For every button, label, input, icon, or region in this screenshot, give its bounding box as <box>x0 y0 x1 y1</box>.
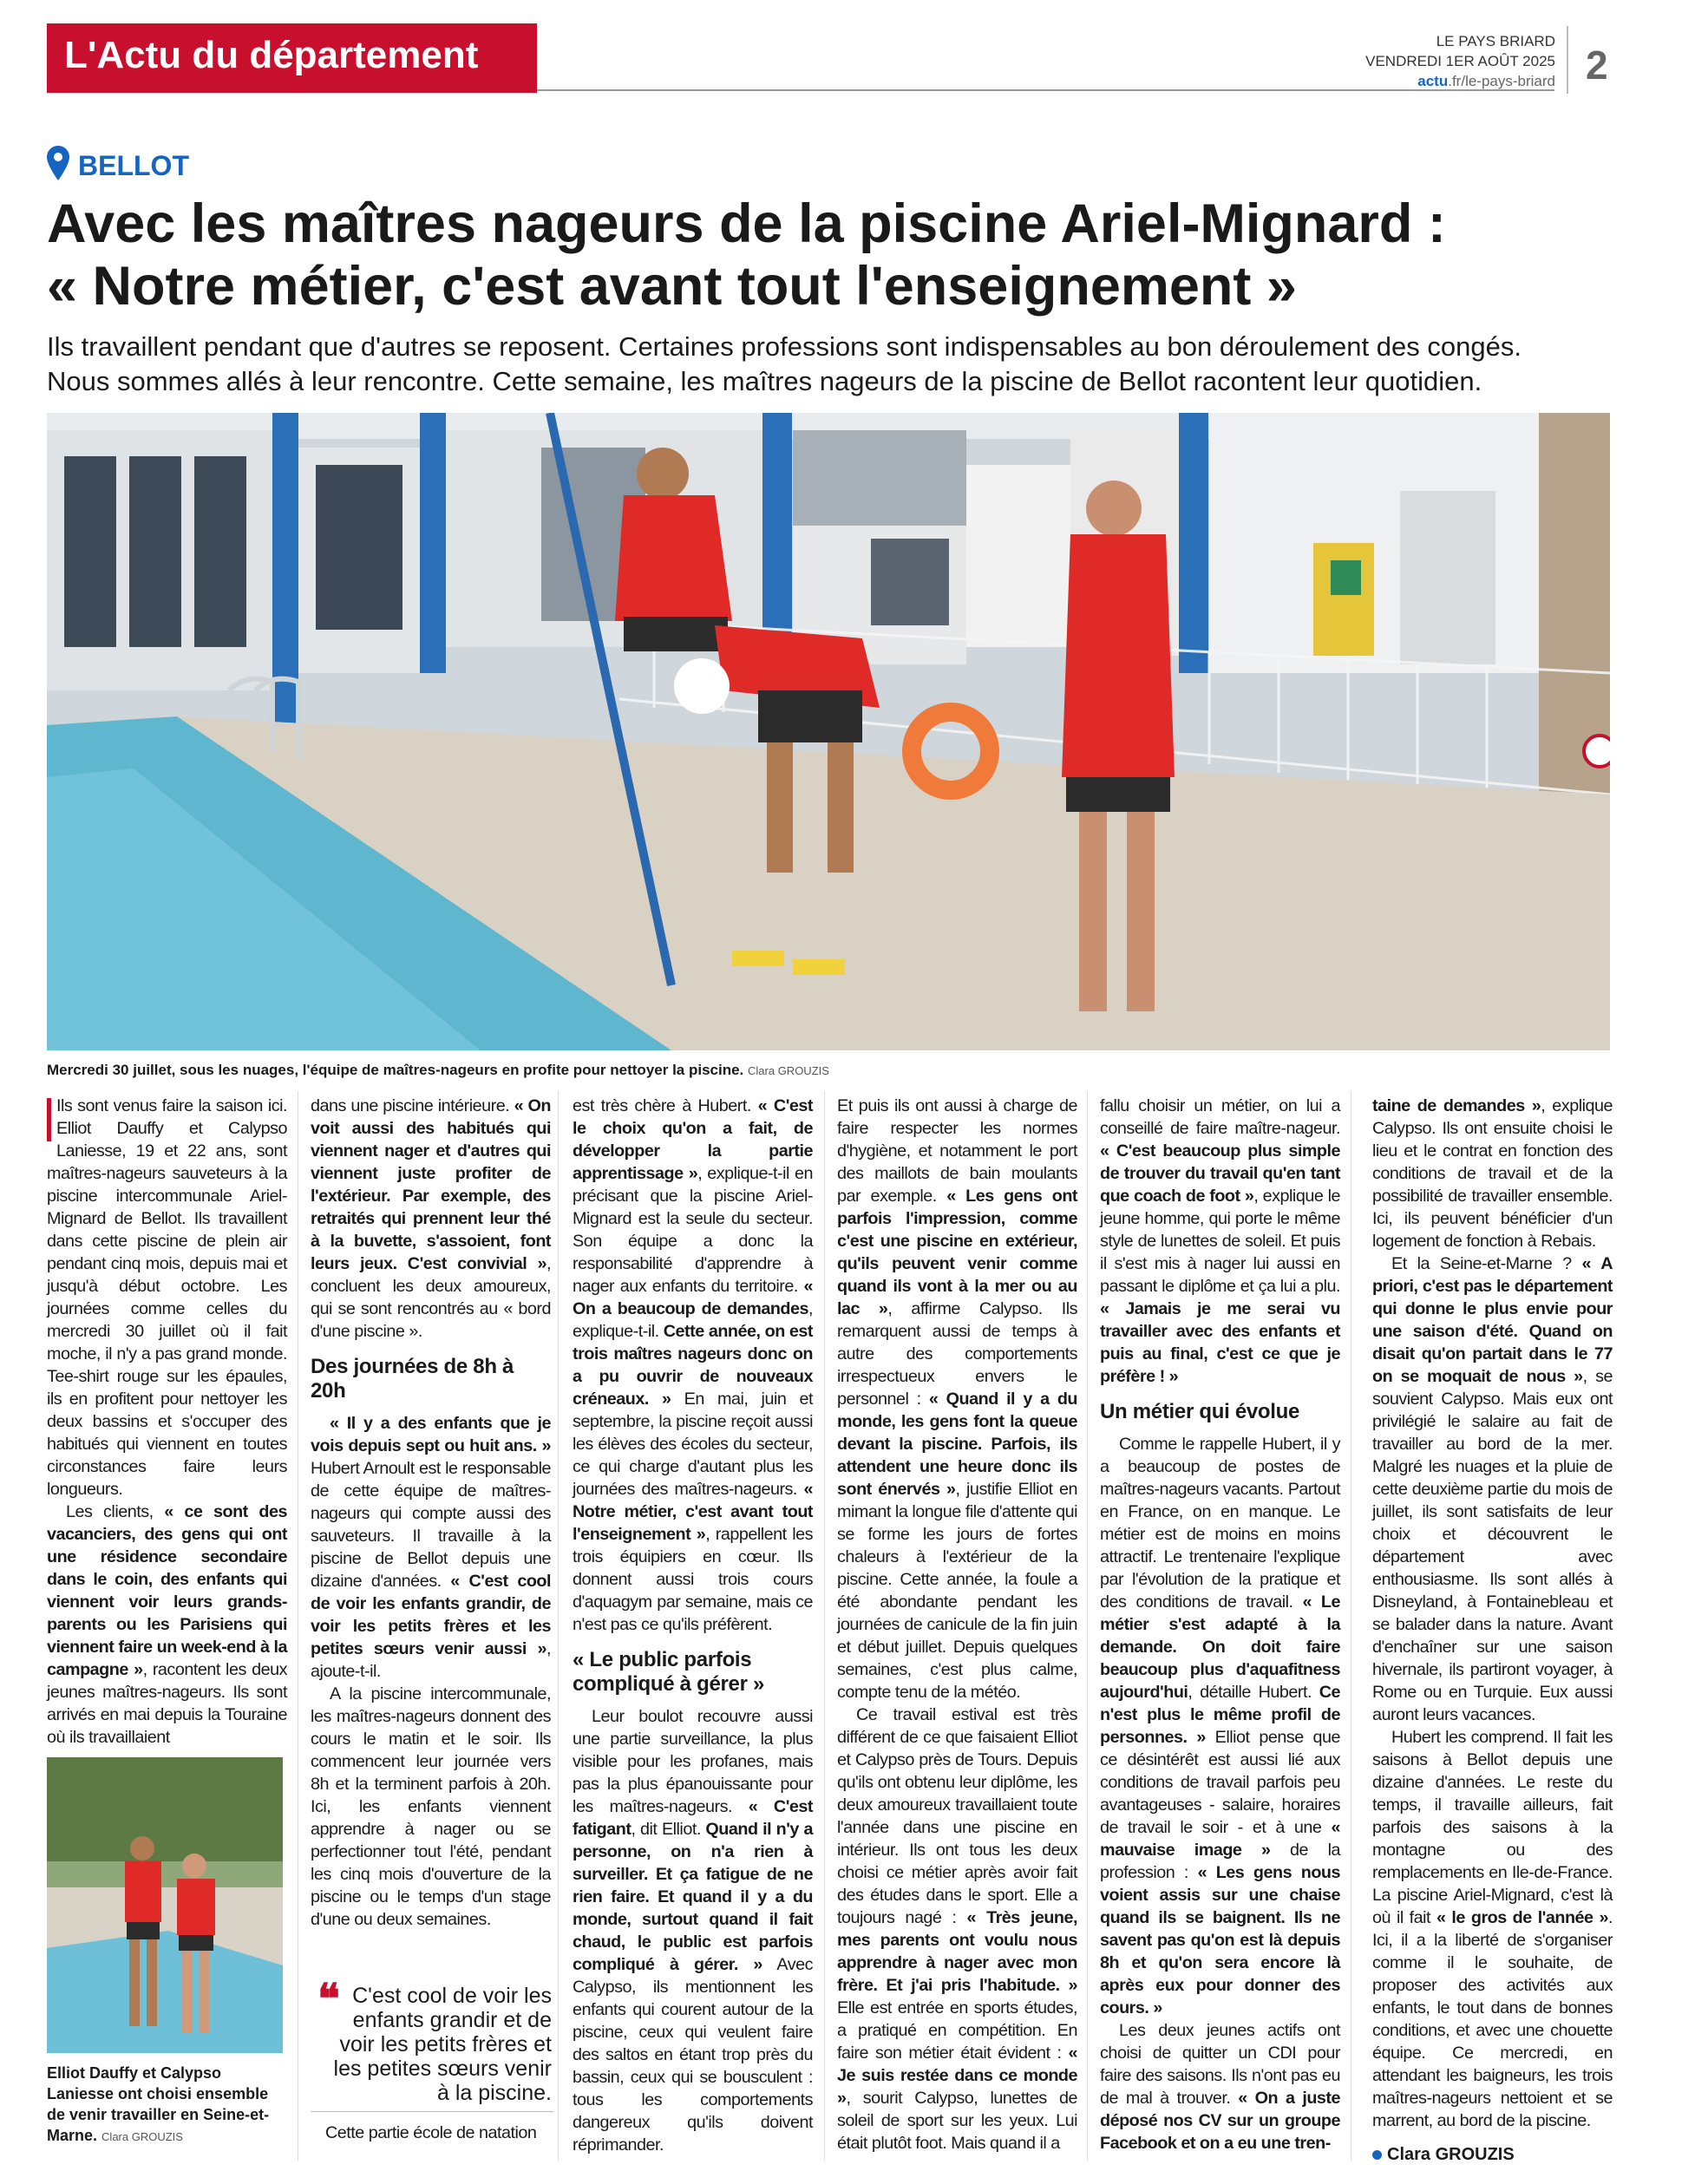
paragraph: Cette partie école de natation <box>325 2123 537 2142</box>
paragraph-text: est très chère à Hubert. <box>573 1096 758 1115</box>
article-column-4 <box>837 1095 1077 2161</box>
quote-text: « Très jeune, mes parents ont voulu nous apprendre à nager avec mon frère. Et j'ai pris l'habitude. » <box>837 1908 1077 1995</box>
quote-text: « C'est le choix qu'on a fait, de développer la partie apprentissage » <box>573 1096 814 1183</box>
paragraph-text: , sourit Calypso, lunettes de soleil de sport sur les yeux. Lui était plutôt foot. Mais quand il a <box>837 2089 1077 2153</box>
paragraph <box>47 1095 287 1501</box>
headline <box>47 193 1556 317</box>
author-byline <box>1372 2145 1515 2165</box>
quote-text: Cette année, on est trois maîtres nageurs donc on a pu ouvrir de nouveaux créneaux. » <box>573 1322 814 1409</box>
paragraph <box>837 1703 1077 2155</box>
paragraph-text: , explique Calypso. Ils ont ensuite choisi le lieu et le contrat en fonction des conditions de travail et de la possibilité de travailler ensemble. Ici, ils peuvent bénéficier d'un logement de fonction à Rebais. <box>1372 1096 1613 1251</box>
pull-quote-rule <box>311 2111 553 2112</box>
paragraph-text: , détaille Hubert. <box>1188 1683 1319 1702</box>
paragraph-text: Avec Calypso, ils mentionnent les enfants qui courent autour de la piscine, ceux qui veulent faire des saltos en étant trop près du bassin, ceux qui se bousculent : tous les comportements dangereux qu'ils doivent réprimander. <box>573 1955 813 2155</box>
lead-marker <box>47 1098 51 1141</box>
article-column-2-tail <box>325 2122 566 2144</box>
website-link[interactable] <box>1365 71 1555 91</box>
quote-text: « Je suis restée dans ce monde » <box>837 2043 1077 2108</box>
paragraph-text: , racontent les deux jeunes maîtres-nageurs. Ils sont arrivés en mai depuis la Touraine où ils travaillaient <box>47 1660 287 1747</box>
paragraph-text: , explique le jeune homme, qui porte le même style de lunettes de soleil. Et puis il s'est mis à nager lui aussi en passant le diplôme et ça lui a plu. <box>1100 1187 1341 1296</box>
paragraph-text: , explique-t-il. <box>573 1299 813 1341</box>
photo-caption-text: Mercredi 30 juillet, sous les nuages, l'équipe de maîtres-nageurs en profite pour nettoyer la piscine. <box>47 1062 744 1078</box>
paragraph-text: Et la Seine-et-Marne ? <box>1391 1254 1582 1273</box>
quote-text: « ce sont des vacanciers, des gens qui ont une résidence secondaire dans le coin, des enfants qui viennent voir leurs grands-parents ou les Parisiens qui viennent faire un week-end à la campagne » <box>47 1502 287 1679</box>
paragraph-text: , explique-t-il en précisant que la piscine Ariel-Mignard est la seule du secteur. Son équipe a donc la responsabilité d'apprendre à nager aux enfants du territoire. <box>573 1164 813 1296</box>
article-column-2 <box>311 1095 551 1971</box>
website-path: .fr/le-pays-briard <box>1448 73 1555 89</box>
quote-text: « Le métier s'est adapté à la demande. On doit faire beaucoup plus d'aquafitness aujourd'hui <box>1100 1592 1340 1702</box>
page-number: 2 <box>1586 43 1608 88</box>
paragraph <box>837 1095 1077 1703</box>
headline-line-2: « Notre métier, c'est avant tout l'enseignement » <box>47 256 1297 317</box>
location-pin-icon <box>47 146 69 180</box>
paragraph-text: Ce travail estival est très différent de ce que faisaient Elliot et Calypso près de Tours. Depuis qu'ils ont obtenu leur diplôme, les deux amoureux travaillaient toute l'année dans une piscine en intérieur. Ils ont tous les deux choisi ce métier après avoir fait des études dans le sport. Elle a toujours nagé : <box>837 1705 1077 1927</box>
quote-text: taine de demandes » <box>1372 1096 1541 1115</box>
newspaper-name: LE PAYS BRIARD <box>1436 33 1555 49</box>
quote-text: « On a beaucoup de demandes <box>573 1277 813 1318</box>
standfirst-line-2: Nous sommes allés à leur rencontre. Cette semaine, les maîtres nageurs de la piscine de Bellot racontent leur quotidien. <box>47 366 1482 396</box>
paragraph-text: , justifie Elliot en mimant la longue file d'attente qui se forme les jours de fortes chaleurs à l'extérieur de la piscine. Cette année, la foule a été abondante pendant les journées de canicule de la fin juin et début juillet. Depuis quelques semaines, c'est plus calme, compte tenu de la météo. <box>837 1480 1077 1702</box>
pull-quote <box>311 1975 552 2110</box>
header-divider <box>1567 26 1568 94</box>
article-column-5 <box>1100 1095 1340 2161</box>
quote-text: « On a juste déposé nos CV sur un groupe Facebook et on a eu une tren- <box>1100 2089 1340 2153</box>
subheading: Des journées de 8h à 20h <box>311 1355 514 1403</box>
paragraph-text: Hubert Arnoult est le responsable de cette équipe de maîtres-nageurs qui compte aussi des sauveteurs. Il travaille à la piscine de Bellot depuis une dizaine d'années. <box>311 1459 551 1591</box>
paragraph-text: Elle est entrée en sports études, a pratiqué en compétition. En faire son métier était évident : <box>837 1998 1077 2063</box>
paragraph-text: dans une piscine intérieure. <box>311 1096 514 1115</box>
photo-credit: Clara GROUZIS <box>748 1064 829 1077</box>
paragraph-text: , ajoute-t-il. <box>311 1639 551 1681</box>
paragraph-text: Leur boulot recouvre aussi une partie surveillance, la plus visible pour les profanes, mais pas la plus épanouissante pour les maîtres-nageurs. <box>573 1707 813 1816</box>
paragraph-text: , dit Elliot. <box>631 1820 706 1839</box>
paragraph-text: Hubert les comprend. Il fait les saisons à Bellot depuis une dizaine d'années. Le reste du temps, il travaille ailleurs, fait parfois des saisons à la montagne ou des remplacements en Ile-de-France. La piscine Ariel-Mignard, c'est là où il fait <box>1372 1728 1613 1927</box>
subheading: « Le public parfois compliqué à gérer » <box>573 1648 765 1696</box>
headline-line-1: Avec les maîtres nageurs de la piscine Ariel-Mignard : <box>47 193 1446 254</box>
paragraph <box>311 1412 551 1683</box>
paragraph-text: En mai, juin et septembre, la piscine reçoit aussi les élèves des écoles du secteur, ce qui charge d'autant plus les journées des maîtres-nageurs. <box>573 1390 813 1499</box>
article-column-1 <box>47 1095 287 1747</box>
quote-text: « Notre métier, c'est avant tout l'enseignement » <box>573 1480 813 1544</box>
paragraph-text: Comme le rappelle Hubert, il y a beaucoup de postes de maîtres-nageurs vacants. <box>1100 1435 1340 1499</box>
subheading: Un métier qui évolue <box>1100 1400 1300 1423</box>
paragraph-text: Partout en France, on en manque. Le métier est de moins en moins attractif. <box>1100 1480 1340 1566</box>
paragraph <box>573 1705 813 2156</box>
quote-text: « C'est beaucoup plus simple de trouver du travail qu'en tant que coach de foot » <box>1100 1141 1340 1206</box>
website-brand: actu <box>1417 73 1449 89</box>
byline-dot-icon <box>1372 2150 1382 2160</box>
main-photo <box>47 413 1610 1050</box>
paragraph <box>573 1095 813 1636</box>
author-name: Clara GROUZIS <box>1387 2145 1515 2164</box>
paragraph <box>311 1095 551 1343</box>
quote-text: « Les gens nous voient assis sur une chaise quand ils se baignent. Ils ne savent pas qu'on est là depuis 8h et qu'on sera encore là après eux pour donner des cours. » <box>1100 1863 1340 2017</box>
quote-text: Quand il n'y a personne, on n'a rien à surveiller. Et ça fatigue de ne rien faire. Et quand il y a du monde, surtout quand il fait chaud, le public est parfois compliqué à gérer. » <box>573 1820 813 1974</box>
pull-quote-text: C'est cool de voir les enfants grandir et de voir les petits frères et les petites sœurs venir à la piscine. <box>333 1984 552 2105</box>
quote-text: « Quand il y a du monde, les gens font la queue devant la piscine. Parfois, ils attendent une heure donc ils sont énervés » <box>837 1390 1078 1499</box>
column-divider <box>558 1091 559 2161</box>
paragraph <box>1372 1095 1613 1252</box>
quote-text: « C'est cool de voir les enfants grandir, de voir les petits frères et les petites sœurs venir aussi » <box>311 1572 551 1658</box>
quote-text: « A priori, c'est pas le département qui donne le plus envie pour une saison d'été. Quand on disait qu'on partait dans le 77 on se moquait de nous » <box>1372 1254 1613 1386</box>
paragraph <box>1100 2019 1340 2155</box>
quote-text: « On voit aussi des habitués qui viennent nager et d'autres qui viennent juste profiter de l'extérieur. Par exemple, des retraités qui prennent leur thé à la buvette, s'assoient, font leurs jeux. C'est convivial » <box>311 1096 551 1273</box>
paragraph-text: Le trentenaire l'explique par l'évolution de la pratique et des conditions de travail. <box>1100 1547 1340 1612</box>
quote-text: « Les gens ont parfois l'impression, comme c'est une piscine en extérieur, qu'ils peuvent venir comme quand ils vont à la mer ou au lac » <box>837 1187 1077 1318</box>
paragraph-text: , rappellent les trois équipiers en cœur. Ils donnent aussi trois cours d'aquagym par semaine, mais ce n'est pas ce qu'ils préfèrent. <box>573 1525 814 1634</box>
inset-caption-text: Elliot Dauffy et Calypso Laniesse ont choisi ensemble de venir travailler en Seine-et-Marne. <box>47 2064 270 2144</box>
paragraph-text: Les clients, <box>66 1502 165 1521</box>
paragraph-text: Et puis ils ont aussi à charge de faire respecter les normes d'hygiène, et notamment le port des maillots de bain moulants par exemple. <box>837 1096 1077 1206</box>
paragraph-text: Ils sont venus faire la saison ici. Elliot Dauffy et Calypso Laniesse, 19 et 22 ans, sont maîtres-nageurs sauveteurs à la piscine intercommunale Ariel-Mignard de Bellot. Ils travaillent dans cette piscine de plein air pendant cinq mois, depuis mai et jusqu'à début octobre. Les journées comme celles du mercredi 30 juillet où il fait moche, il n'y a pas grand monde. Tee-shirt rouge sur les épaules, ils en profitent pour nettoyer les deux bassins et s'occuper des habitués qui viennent en toutes circonstances faire leurs longueurs. <box>47 1096 287 1499</box>
inset-caption <box>47 2063 288 2148</box>
section-title: L'Actu du département <box>64 34 479 76</box>
paragraph-text: fallu choisir un métier, on lui a conseillé de faire maître-nageur. <box>1100 1096 1340 1138</box>
header-meta <box>1365 31 1555 91</box>
quote-text: « C'est fatigant <box>573 1797 813 1839</box>
quote-text: « le gros de l'année » <box>1436 1908 1608 1927</box>
paragraph-text: de la profession : <box>1100 1841 1340 1882</box>
paragraph-text: Les deux jeunes actifs ont choisi de quitter un CDI pour faire des saisons. Ils n'ont pas eu de mal à trouver. <box>1100 2021 1340 2108</box>
inset-credit: Clara GROUZIS <box>101 2130 183 2143</box>
location-name: BELLOT <box>78 150 189 181</box>
paragraph <box>1100 1433 1340 2019</box>
quote-text: « Il y a des enfants que je vois depuis sept ou huit ans. » <box>311 1414 551 1455</box>
paragraph <box>1372 1726 1613 2132</box>
article-column-6 <box>1372 1095 1613 2135</box>
inset-photo-illustration <box>47 1757 283 2053</box>
article-column-3 <box>573 1095 813 2161</box>
paragraph: A la piscine intercommunale, les maîtres-nageurs donnent des cours le matin et le soir. Ils commencent leur journée vers 8h et la terminent parfois à 20h. Ici, les enfants viennent apprendre à nager ou se perfectionner tout l'été, pendant les cinq mois d'ouverture de la piscine ou le temps d'un stage d'une ou deux semaines. <box>311 1684 551 1929</box>
paragraph-text: , se souvient Calypso. Mais eux ont privilégié le salaire au fait de travailler au bord de la mer. Malgré les nuages et la pluie de cette deuxième partie du mois de juillet, ils sont satisfaits de leur choix et découvrent le département avec enthousiasme. Ils sont allés à Disneyland, à Fontainebleau et se balader dans la nature. Avant d'enchaîner sur une saison hivernale, ils partiront voyager, à Rome ou en Turquie. Eux aussi auront leurs vacances. <box>1372 1367 1613 1724</box>
photo-caption <box>47 1062 1608 1079</box>
paragraph <box>47 1501 287 1749</box>
paragraph-text: Elliot pense que ce désintérêt est aussi lié aux conditions de travail parfois peu avantageuses - salaire, horaires de travail le soir - et à une <box>1100 1728 1341 1837</box>
section-banner <box>47 23 537 93</box>
paragraph <box>1372 1252 1613 1726</box>
paragraph-text: , concluent les deux amoureux, qui se sont rencontrés au « bord d'une piscine ». <box>311 1254 551 1341</box>
quote-text: « Jamais je me serai vu travailler avec des enfants et puis au final, c'est ce que je préfère ! » <box>1100 1299 1340 1386</box>
column-divider <box>824 1091 825 2161</box>
quote-mark-icon: ❝ <box>317 1975 340 2024</box>
quote-text: « mauvaise image » <box>1100 1818 1340 1860</box>
standfirst-line-1: Ils travaillent pendant que d'autres se reposent. Certaines professions sont indispensables au bon déroulement des congés. <box>47 331 1521 362</box>
paragraph <box>1100 1095 1340 1388</box>
paragraph-text: , affirme Calypso. Ils remarquent aussi de temps à autre des comportements irrespectueux envers le personnel : <box>837 1299 1077 1409</box>
quote-text: Ce n'est plus le même profil de personnes. » <box>1100 1683 1340 1747</box>
column-divider <box>1087 1091 1088 2161</box>
pool-photo-illustration <box>47 413 1610 1050</box>
issue-date: VENDREDI 1ER AOÛT 2025 <box>1365 53 1555 69</box>
paragraph-text: . Ici, il a la liberté de s'organiser comme il le souhaite, de proposer des activités aux enfants, le tout dans de bonnes conditions, et avec une chouette équipe. Ce mercredi, en attendant les baigneurs, les trois maîtres-nageurs nettoient et se marrent, au bord de la piscine. <box>1372 1908 1613 2130</box>
standfirst <box>47 330 1608 399</box>
inset-photo <box>47 1757 283 2053</box>
